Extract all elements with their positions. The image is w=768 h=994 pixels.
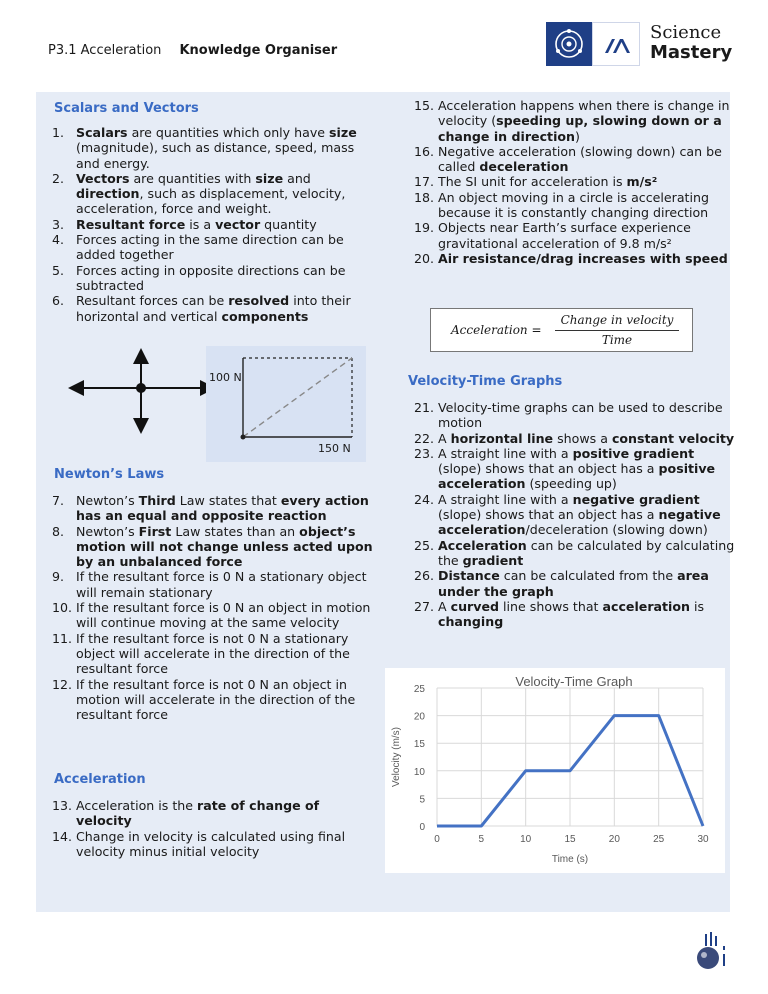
item-number: 14. xyxy=(52,828,73,844)
item-number: 27. xyxy=(414,598,435,614)
brand-name-line1: Science xyxy=(650,22,722,43)
list-item: 8. Newton’s First Law states than an object’s motion will not change unless acted upon by an unbalanced force xyxy=(52,523,373,570)
item-number: 13. xyxy=(52,798,73,813)
acceleration-formula xyxy=(430,308,693,352)
list-item: 17. The SI unit for acceleration is m/s² xyxy=(414,174,658,190)
item-number: 11. xyxy=(52,630,73,646)
item-number: 18. xyxy=(414,189,435,205)
brand-name-line2: Mastery xyxy=(650,42,733,63)
chart-y-tick-label: 0 xyxy=(419,822,425,833)
list-scalars xyxy=(52,125,376,324)
item-number: 19. xyxy=(414,220,435,236)
chart-x-tick-label: 15 xyxy=(564,834,576,845)
chart-y-axis-label: Velocity (m/s) xyxy=(391,726,402,788)
formula-numerator: Change in velocity xyxy=(560,313,674,327)
item-number: 1. xyxy=(52,125,65,140)
list-item: 27. A curved line shows that acceleration is changing xyxy=(414,598,705,630)
list-item: 3. Resultant force is a vector quantity xyxy=(52,216,317,232)
formula-lhs: Acceleration = xyxy=(451,323,542,337)
list-item: 2. Vectors are quantities with size and direction, such as displacement, velocity, acceleration, force and weight. xyxy=(52,170,346,217)
item-number: 17. xyxy=(414,174,435,190)
list-item: 12. If the resultant force is not 0 N an object in motion will accelerate in the direction of the resultant force xyxy=(52,676,356,723)
chart-x-tick-label: 30 xyxy=(697,834,709,845)
vertical-force-label: 100 N xyxy=(209,371,242,384)
chart-x-tick-label: 10 xyxy=(520,834,532,845)
chart-title: Velocity-Time Graph xyxy=(515,674,633,689)
item-number: 15. xyxy=(414,98,435,113)
item-number: 24. xyxy=(414,491,435,507)
item-number: 25. xyxy=(414,537,435,553)
item-number: 4. xyxy=(52,232,65,248)
list-item: 16. Negative acceleration (slowing down) can be called deceleration xyxy=(414,143,722,175)
item-number: 12. xyxy=(52,676,73,692)
atom-logo-icon xyxy=(546,22,592,66)
subtitle-label: Knowledge Organiser xyxy=(179,43,338,58)
horizontal-force-label: 150 N xyxy=(318,442,351,455)
item-number: 23. xyxy=(414,445,435,461)
list-item: 18. An object moving in a circle is accelerating because it is constantly changing direction xyxy=(414,189,709,221)
page-title xyxy=(48,43,337,58)
list-item: 13. Acceleration is the rate of change of velocity xyxy=(52,798,320,829)
chart-x-tick-label: 20 xyxy=(608,834,620,845)
chart-x-tick-label: 25 xyxy=(653,834,665,845)
item-number: 2. xyxy=(52,170,65,186)
list-acceleration xyxy=(52,798,378,859)
chart-x-axis-label: Time (s) xyxy=(551,854,589,865)
item-number: 7. xyxy=(52,493,65,508)
chart-y-tick-label: 25 xyxy=(413,684,425,695)
list-item: 22. A horizontal line shows a constant velocity xyxy=(414,430,735,446)
decorative-fruit-icon xyxy=(690,930,730,974)
item-number: 5. xyxy=(52,262,65,278)
chart-x-tick-label: 5 xyxy=(478,834,485,845)
chart-y-tick-label: 5 xyxy=(419,794,425,806)
list-item: 6. Resultant forces can be resolved into their horizontal and vertical components xyxy=(52,293,351,324)
list-item: 11. If the resultant force is not 0 N a stationary object will accelerate in the direction of the resultant force xyxy=(52,630,350,677)
list-item: 25. Acceleration can be calculated by calculating the gradient xyxy=(414,537,735,568)
resolved-force-diagram xyxy=(206,346,366,462)
list-item: 26. Distance can be calculated from the area under the graph xyxy=(414,568,709,599)
list-item: 1. Scalars are quantities which only have size (magnitude), such as distance, speed, mass and energy. xyxy=(52,125,357,171)
list-item: 23. A straight line with a positive gradient (slope) shows that an object has a positive acceleration (speeding up) xyxy=(414,445,716,492)
item-number: 22. xyxy=(414,430,435,446)
chart-y-tick-label: 10 xyxy=(413,766,425,778)
list-acceleration-cont xyxy=(414,98,738,266)
section-heading-acceleration: Acceleration xyxy=(54,772,146,787)
list-item: 5. Forces acting in opposite directions can be subtracted xyxy=(52,262,346,293)
topic-label: P3.1 Acceleration xyxy=(48,43,162,58)
chart-y-tick-label: 20 xyxy=(413,711,425,723)
forces-cross-diagram xyxy=(64,346,220,436)
item-number: 16. xyxy=(414,143,435,159)
item-number: 26. xyxy=(414,568,435,584)
item-number: 6. xyxy=(52,293,65,309)
mastery-logo-icon xyxy=(592,22,640,66)
item-number: 8. xyxy=(52,523,65,539)
chart-y-tick-label: 15 xyxy=(413,739,425,751)
item-number: 21. xyxy=(414,400,435,415)
list-item: 24. A straight line with a negative gradient (slope) shows that an object has a negative acceleration/deceleration (slowing down) xyxy=(414,491,721,538)
list-item: 19. Objects near Earth’s surface experience gravitational acceleration of 9.8 m/s² xyxy=(414,220,691,251)
item-number: 9. xyxy=(52,569,65,585)
list-item: 20. Air resistance/drag increases with speed xyxy=(414,250,728,266)
list-item: 10. If the resultant force is 0 N an object in motion will continue moving at the same velocity xyxy=(52,600,371,631)
chart-x-tick-label: 0 xyxy=(434,834,440,845)
list-item: 21. Velocity-time graphs can be used to describe motion xyxy=(414,400,723,431)
list-vt-graphs xyxy=(414,400,736,630)
list-item: 14. Change in velocity is calculated using final velocity minus initial velocity xyxy=(52,828,346,859)
velocity-time-chart xyxy=(385,668,725,873)
item-number: 3. xyxy=(52,216,65,232)
list-item: 15. Acceleration happens when there is change in velocity (speeding up, slowing down or a change in direction) xyxy=(414,98,730,144)
formula-denominator: Time xyxy=(601,333,633,347)
list-newton xyxy=(52,493,378,723)
section-heading-newton: Newton’s Laws xyxy=(54,467,165,482)
list-item: 9. If the resultant force is 0 N a stationary object will remain stationary xyxy=(52,569,367,600)
item-number: 10. xyxy=(52,600,73,616)
section-heading-vt-graphs: Velocity-Time Graphs xyxy=(408,374,563,389)
section-heading-scalars: Scalars and Vectors xyxy=(54,101,199,116)
list-item: 7. Newton’s Third Law states that every action has an equal and opposite reaction xyxy=(52,493,369,524)
list-item: 4. Forces acting in the same direction can be added together xyxy=(52,232,344,263)
item-number: 20. xyxy=(414,250,435,266)
